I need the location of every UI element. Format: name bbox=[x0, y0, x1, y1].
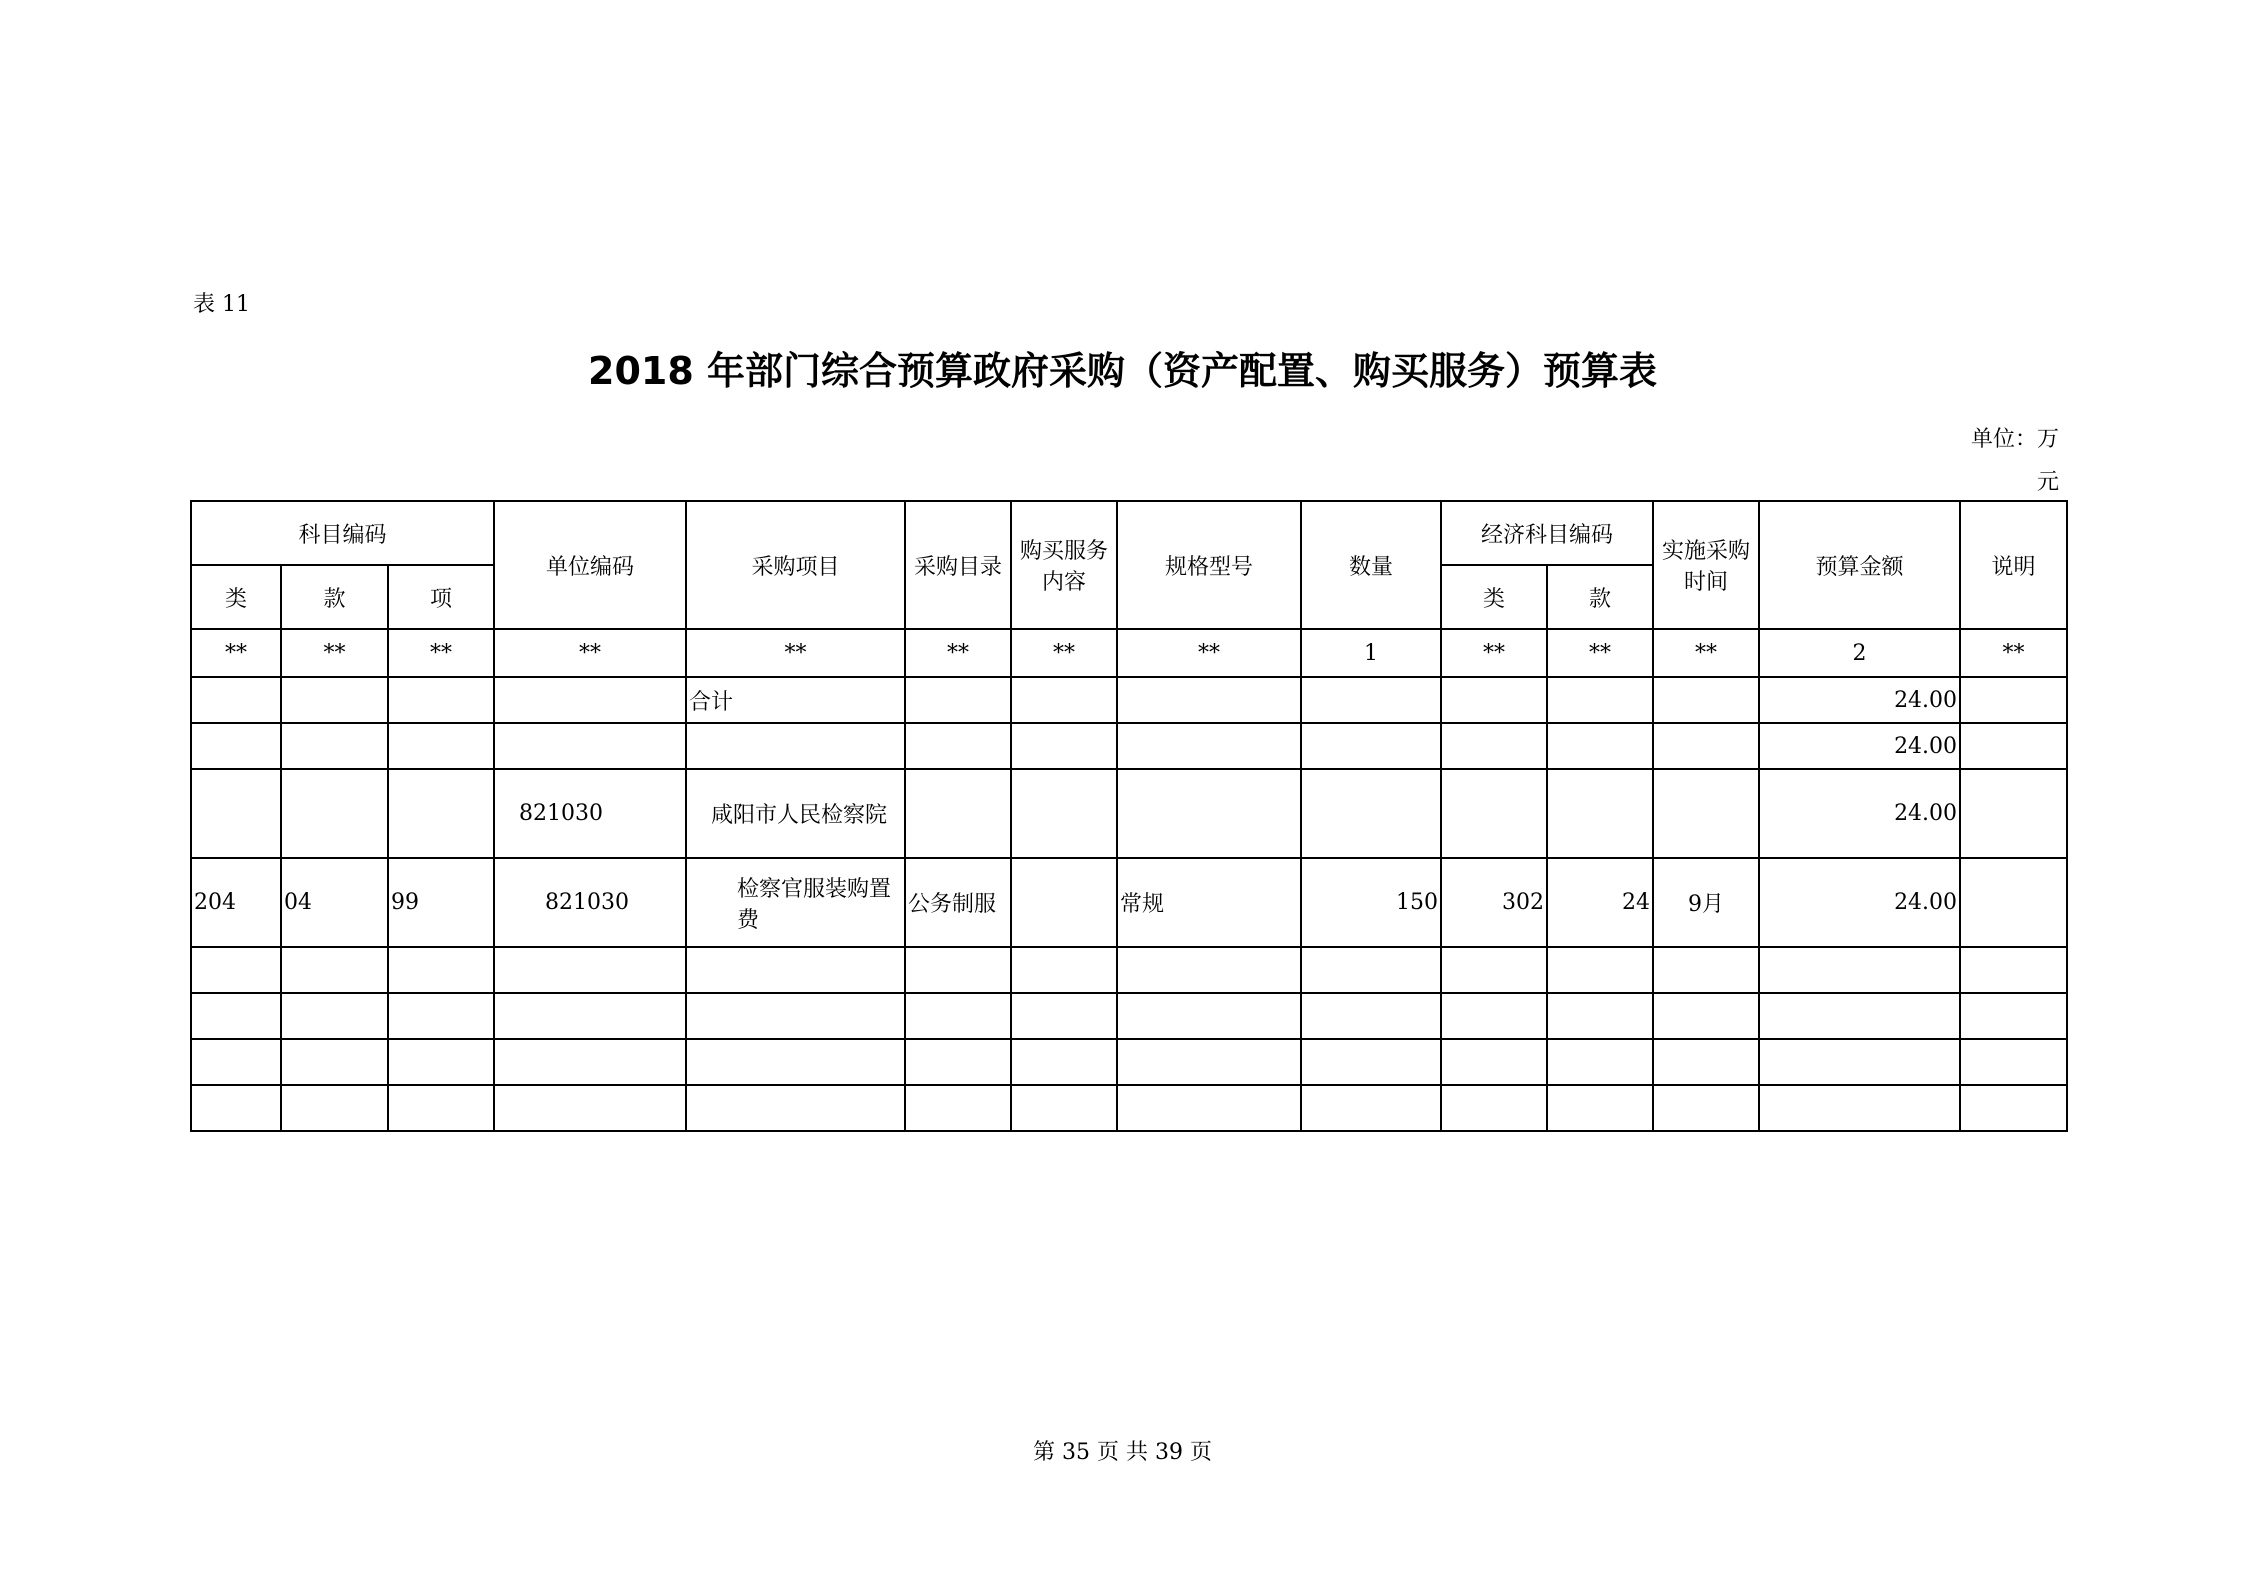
index-cell: ** bbox=[1653, 629, 1759, 677]
total-label: 合计 bbox=[686, 677, 905, 723]
header-quantity: 数量 bbox=[1301, 501, 1441, 629]
header-econ-kuan: 款 bbox=[1547, 565, 1653, 629]
detail-catalog: 公务制服 bbox=[905, 858, 1011, 947]
unit-amount: 24.00 bbox=[1759, 769, 1960, 858]
subtotal-amount: 24.00 bbox=[1759, 723, 1960, 769]
unit-line-1: 单位：万 bbox=[1970, 427, 2059, 452]
header-purchase-catalog: 采购目录 bbox=[905, 501, 1011, 629]
header-xiang: 项 bbox=[388, 565, 494, 629]
detail-unit-code: 821030 bbox=[494, 858, 686, 947]
empty-row bbox=[191, 1085, 2067, 1131]
header-unit-code: 单位编码 bbox=[494, 501, 686, 629]
subtotal-row bbox=[191, 723, 2067, 769]
detail-row bbox=[191, 858, 2067, 947]
detail-service bbox=[1011, 858, 1117, 947]
header-row-1 bbox=[191, 501, 2067, 565]
header-service-content: 购买服务内容 bbox=[1011, 501, 1117, 629]
unit-line-2: 元 bbox=[2036, 470, 2059, 495]
header-impl-time: 实施采购时间 bbox=[1653, 501, 1759, 629]
detail-lei: 204 bbox=[191, 858, 281, 947]
unit-name-cell: 咸阳市人民检察院 bbox=[686, 769, 905, 858]
budget-table bbox=[190, 500, 2068, 1132]
page-footer: 第 35 页 共 39 页 bbox=[1033, 1440, 1212, 1465]
detail-remark bbox=[1960, 858, 2067, 947]
index-cell: ** bbox=[388, 629, 494, 677]
header-budget-amount: 预算金额 bbox=[1759, 501, 1960, 629]
detail-xiang: 99 bbox=[388, 858, 494, 947]
header-lei: 类 bbox=[191, 565, 281, 629]
detail-econ-kuan: 24 bbox=[1547, 858, 1653, 947]
index-row bbox=[191, 629, 2067, 677]
header-spec-model: 规格型号 bbox=[1117, 501, 1301, 629]
header-kuan: 款 bbox=[281, 565, 388, 629]
total-amount: 24.00 bbox=[1759, 677, 1960, 723]
empty-row bbox=[191, 1039, 2067, 1085]
table-label: 表 11 bbox=[193, 292, 250, 317]
empty-row bbox=[191, 993, 2067, 1039]
index-cell: ** bbox=[1441, 629, 1547, 677]
header-econ-code: 经济科目编码 bbox=[1441, 501, 1653, 565]
index-cell: ** bbox=[1960, 629, 2067, 677]
index-cell: ** bbox=[686, 629, 905, 677]
detail-impl-time: 9月 bbox=[1653, 858, 1759, 947]
detail-econ-lei: 302 bbox=[1441, 858, 1547, 947]
header-purchase-item: 采购项目 bbox=[686, 501, 905, 629]
index-cell: ** bbox=[1117, 629, 1301, 677]
index-cell: ** bbox=[1011, 629, 1117, 677]
detail-amount: 24.00 bbox=[1759, 858, 1960, 947]
detail-kuan: 04 bbox=[281, 858, 388, 947]
detail-item: 检察官服装购置费 bbox=[686, 858, 905, 947]
index-cell: 1 bbox=[1301, 629, 1441, 677]
index-cell: 2 bbox=[1759, 629, 1960, 677]
detail-quantity: 150 bbox=[1301, 858, 1441, 947]
index-cell: ** bbox=[905, 629, 1011, 677]
total-row bbox=[191, 677, 2067, 723]
empty-row bbox=[191, 947, 2067, 993]
index-cell: ** bbox=[494, 629, 686, 677]
page-title: 2018 年部门综合预算政府采购（资产配置、购买服务）预算表 bbox=[588, 349, 1657, 393]
index-cell: ** bbox=[281, 629, 388, 677]
unit-row bbox=[191, 769, 2067, 858]
index-cell: ** bbox=[191, 629, 281, 677]
header-subject-code: 科目编码 bbox=[191, 501, 494, 565]
index-cell: ** bbox=[1547, 629, 1653, 677]
unit-code-cell: 821030 bbox=[494, 769, 686, 858]
header-econ-lei: 类 bbox=[1441, 565, 1547, 629]
detail-spec: 常规 bbox=[1117, 858, 1301, 947]
header-remark: 说明 bbox=[1960, 501, 2067, 629]
unit-label bbox=[1971, 418, 2059, 504]
